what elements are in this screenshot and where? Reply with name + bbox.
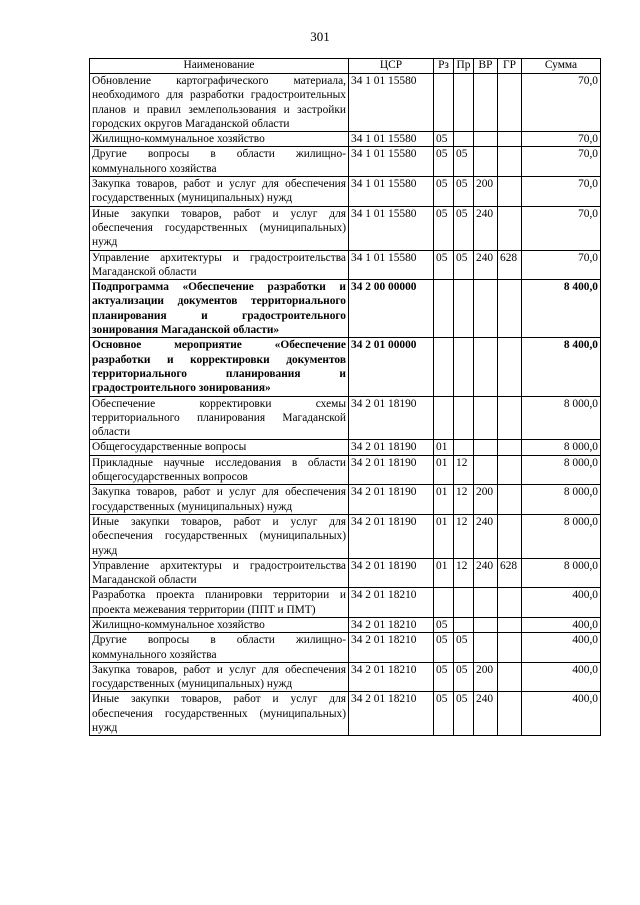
cell-sum: 400,0 [522, 662, 601, 692]
cell-name: Закупка товаров, работ и услуг для обеспечения государственных (муниципальных) нужд [90, 177, 349, 207]
cell-gr [498, 692, 522, 736]
cell-gr [498, 147, 522, 177]
cell-vr: 240 [474, 514, 498, 558]
cell-pr [454, 588, 474, 618]
cell-sum: 400,0 [522, 617, 601, 632]
header-rz: Рз [434, 59, 454, 74]
cell-vr [474, 132, 498, 147]
cell-sum: 8 000,0 [522, 440, 601, 455]
cell-gr [498, 280, 522, 338]
cell-csr: 34 2 01 18210 [349, 588, 434, 618]
table-row [90, 338, 601, 396]
cell-csr: 34 2 01 18190 [349, 558, 434, 588]
cell-pr [454, 74, 474, 132]
header-vr: ВР [474, 59, 498, 74]
header-name: Наименование [90, 59, 349, 74]
table-header [90, 59, 601, 74]
cell-sum: 8 000,0 [522, 514, 601, 558]
cell-sum: 70,0 [522, 206, 601, 250]
cell-rz: 05 [434, 147, 454, 177]
cell-name: Иные закупки товаров, работ и услуг для обеспечения государственных (муниципальных) нужд [90, 514, 349, 558]
cell-sum: 8 400,0 [522, 280, 601, 338]
cell-vr [474, 338, 498, 396]
cell-vr: 200 [474, 177, 498, 207]
cell-rz: 05 [434, 177, 454, 207]
cell-sum: 70,0 [522, 74, 601, 132]
cell-csr: 34 1 01 15580 [349, 147, 434, 177]
cell-pr: 05 [454, 177, 474, 207]
cell-name: Подпрограмма «Обеспечение разработки и актуализации документов территориального планирования и градостроительного зонирования Магаданской области» [90, 280, 349, 338]
table-row [90, 588, 601, 618]
cell-rz: 01 [434, 514, 454, 558]
cell-rz: 01 [434, 485, 454, 515]
table-row [90, 558, 601, 588]
cell-csr: 34 2 01 18190 [349, 440, 434, 455]
header-csr: ЦСР [349, 59, 434, 74]
table-row [90, 396, 601, 440]
cell-vr: 240 [474, 206, 498, 250]
cell-name: Прикладные научные исследования в области общегосударственных вопросов [90, 455, 349, 485]
cell-vr: 200 [474, 485, 498, 515]
cell-vr [474, 617, 498, 632]
cell-sum: 70,0 [522, 250, 601, 280]
cell-name: Жилищно-коммунальное хозяйство [90, 617, 349, 632]
cell-vr: 200 [474, 662, 498, 692]
cell-name: Другие вопросы в области жилищно-коммунального хозяйства [90, 147, 349, 177]
table-row [90, 147, 601, 177]
budget-table [89, 58, 601, 736]
cell-sum: 70,0 [522, 147, 601, 177]
cell-rz: 05 [434, 692, 454, 736]
cell-name: Иные закупки товаров, работ и услуг для обеспечения государственных (муниципальных) нужд [90, 206, 349, 250]
cell-rz: 05 [434, 206, 454, 250]
cell-name: Общегосударственные вопросы [90, 440, 349, 455]
table-row [90, 485, 601, 515]
table-row [90, 74, 601, 132]
cell-gr [498, 440, 522, 455]
cell-csr: 34 1 01 15580 [349, 250, 434, 280]
table-row [90, 633, 601, 663]
cell-vr [474, 280, 498, 338]
table-row [90, 280, 601, 338]
cell-gr [498, 617, 522, 632]
cell-sum: 8 000,0 [522, 455, 601, 485]
cell-csr: 34 1 01 15580 [349, 177, 434, 207]
cell-vr: 240 [474, 250, 498, 280]
cell-name: Иные закупки товаров, работ и услуг для обеспечения государственных (муниципальных) нужд [90, 692, 349, 736]
cell-csr: 34 2 00 00000 [349, 280, 434, 338]
table-row [90, 132, 601, 147]
cell-gr: 628 [498, 558, 522, 588]
cell-csr: 34 1 01 15580 [349, 206, 434, 250]
cell-rz: 05 [434, 633, 454, 663]
cell-pr [454, 617, 474, 632]
cell-gr [498, 662, 522, 692]
cell-vr [474, 588, 498, 618]
header-row [90, 59, 601, 74]
cell-sum: 8 000,0 [522, 558, 601, 588]
cell-gr [498, 177, 522, 207]
cell-pr: 05 [454, 206, 474, 250]
cell-csr: 34 2 01 18210 [349, 662, 434, 692]
table-row [90, 455, 601, 485]
cell-rz: 05 [434, 132, 454, 147]
cell-pr: 12 [454, 455, 474, 485]
cell-gr [498, 132, 522, 147]
cell-name: Управление архитектуры и градостроительства Магаданской области [90, 558, 349, 588]
cell-vr [474, 440, 498, 455]
cell-gr: 628 [498, 250, 522, 280]
table-row [90, 206, 601, 250]
cell-pr [454, 132, 474, 147]
cell-sum: 400,0 [522, 633, 601, 663]
cell-csr: 34 2 01 18210 [349, 692, 434, 736]
cell-pr [454, 440, 474, 455]
cell-sum: 70,0 [522, 132, 601, 147]
cell-csr: 34 2 01 18210 [349, 633, 434, 663]
cell-gr [498, 514, 522, 558]
cell-gr [498, 485, 522, 515]
cell-vr: 240 [474, 692, 498, 736]
cell-name: Основное мероприятие «Обеспечение разработки и корректировки документов территориального планирования и градостроительного зонирования» [90, 338, 349, 396]
cell-rz: 05 [434, 662, 454, 692]
cell-gr [498, 455, 522, 485]
cell-rz [434, 280, 454, 338]
table-body [90, 74, 601, 736]
cell-csr: 34 2 01 18190 [349, 485, 434, 515]
cell-rz: 05 [434, 250, 454, 280]
cell-csr: 34 2 01 18190 [349, 396, 434, 440]
cell-vr [474, 633, 498, 663]
cell-rz: 01 [434, 558, 454, 588]
cell-vr: 240 [474, 558, 498, 588]
table-row [90, 177, 601, 207]
cell-sum: 70,0 [522, 177, 601, 207]
table-row [90, 617, 601, 632]
cell-csr: 34 2 01 18190 [349, 514, 434, 558]
cell-pr: 12 [454, 514, 474, 558]
cell-csr: 34 2 01 18210 [349, 617, 434, 632]
cell-pr: 05 [454, 250, 474, 280]
cell-sum: 400,0 [522, 588, 601, 618]
cell-vr [474, 396, 498, 440]
cell-name: Закупка товаров, работ и услуг для обеспечения государственных (муниципальных) нужд [90, 485, 349, 515]
cell-csr: 34 1 01 15580 [349, 74, 434, 132]
cell-gr [498, 588, 522, 618]
cell-gr [498, 396, 522, 440]
cell-gr [498, 74, 522, 132]
cell-vr [474, 147, 498, 177]
header-gr: ГР [498, 59, 522, 74]
cell-gr [498, 338, 522, 396]
cell-rz: 01 [434, 455, 454, 485]
cell-csr: 34 1 01 15580 [349, 132, 434, 147]
cell-rz: 05 [434, 617, 454, 632]
cell-name: Разработка проекта планировки территории и проекта межевания территории (ППТ и ПМТ) [90, 588, 349, 618]
header-sum: Сумма [522, 59, 601, 74]
cell-name: Закупка товаров, работ и услуг для обеспечения государственных (муниципальных) нужд [90, 662, 349, 692]
cell-name: Обновление картографического материала, необходимого для разработки градостроительных планов и правил землепользования и застройки городских округов Магаданской области [90, 74, 349, 132]
cell-gr [498, 206, 522, 250]
cell-rz [434, 74, 454, 132]
cell-pr [454, 338, 474, 396]
cell-vr [474, 74, 498, 132]
table-row [90, 250, 601, 280]
cell-sum: 400,0 [522, 692, 601, 736]
cell-pr [454, 396, 474, 440]
cell-gr [498, 633, 522, 663]
cell-csr: 34 2 01 00000 [349, 338, 434, 396]
cell-pr: 12 [454, 558, 474, 588]
table-row [90, 662, 601, 692]
table-row [90, 440, 601, 455]
cell-rz [434, 396, 454, 440]
cell-csr: 34 2 01 18190 [349, 455, 434, 485]
cell-pr: 05 [454, 692, 474, 736]
cell-pr: 05 [454, 662, 474, 692]
cell-name: Обеспечение корректировки схемы территориального планирования Магаданской области [90, 396, 349, 440]
cell-pr: 12 [454, 485, 474, 515]
cell-vr [474, 455, 498, 485]
cell-name: Жилищно-коммунальное хозяйство [90, 132, 349, 147]
cell-name: Управление архитектуры и градостроительства Магаданской области [90, 250, 349, 280]
cell-pr: 05 [454, 147, 474, 177]
table-row [90, 514, 601, 558]
table-row [90, 692, 601, 736]
cell-sum: 8 000,0 [522, 396, 601, 440]
cell-sum: 8 400,0 [522, 338, 601, 396]
cell-rz [434, 588, 454, 618]
page-number: 301 [310, 29, 330, 44]
cell-name: Другие вопросы в области жилищно-коммунального хозяйства [90, 633, 349, 663]
header-pr: Пр [454, 59, 474, 74]
cell-sum: 8 000,0 [522, 485, 601, 515]
cell-pr: 05 [454, 633, 474, 663]
cell-pr [454, 280, 474, 338]
cell-rz: 01 [434, 440, 454, 455]
cell-rz [434, 338, 454, 396]
